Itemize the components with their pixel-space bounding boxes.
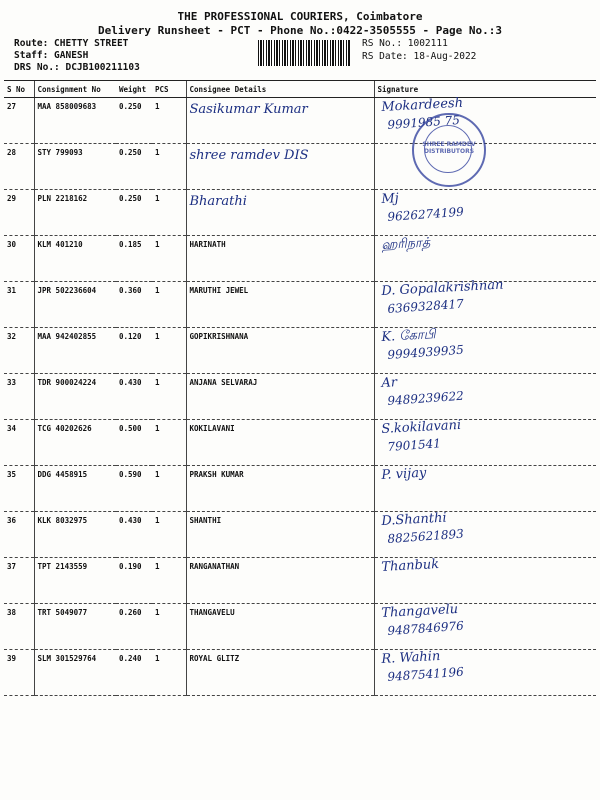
row-pcs: 1 — [152, 236, 186, 282]
row-sno: 30 — [4, 236, 34, 282]
row-consignee: ANJANA SELVARAJ — [186, 374, 374, 420]
row-consignment: JPR 502236604 — [34, 282, 116, 328]
row-sno: 33 — [4, 374, 34, 420]
signature-phone: 9994939935 — [386, 342, 464, 362]
row-consignment: MAA 942402855 — [34, 328, 116, 374]
table-row — [4, 466, 596, 512]
signature-phone: 7901541 — [386, 436, 441, 454]
row-sno: 31 — [4, 282, 34, 328]
row-pcs: 1 — [152, 604, 186, 650]
row-weight: 0.500 — [116, 420, 152, 466]
page-title: THE PROFESSIONAL COURIERS, Coimbatore — [177, 10, 423, 23]
row-pcs: 1 — [152, 650, 186, 696]
row-consignee: HARINATH — [186, 236, 374, 282]
signature-handwriting: D.Shanthi — [380, 510, 447, 529]
row-consignee: RANGANATHAN — [186, 558, 374, 604]
row-weight: 0.260 — [116, 604, 152, 650]
row-pcs: 1 — [152, 328, 186, 374]
row-sno: 32 — [4, 328, 34, 374]
row-consignee: Bharathi — [186, 190, 374, 236]
signature-handwriting: D. Gopalakrishnan — [380, 277, 504, 299]
row-consignment: TCG 40202626 — [34, 420, 116, 466]
row-consignee: THANGAVELU — [186, 604, 374, 650]
row-pcs: 1 — [152, 558, 186, 604]
row-consignee: KOKILAVANI — [186, 420, 374, 466]
row-sno: 27 — [4, 98, 34, 144]
row-signature-cell — [374, 558, 596, 604]
signature-handwriting: Mokardeesh — [380, 95, 463, 115]
distributor-stamp — [412, 113, 486, 187]
col-consignee: Consignee Details — [186, 81, 374, 98]
row-weight: 0.250 — [116, 98, 152, 144]
row-weight: 0.250 — [116, 144, 152, 190]
row-pcs: 1 — [152, 144, 186, 190]
signature-handwriting: Thanbuk — [380, 556, 439, 575]
table-row — [4, 558, 596, 604]
row-consignee: GOPIKRISHNANA — [186, 328, 374, 374]
row-signature-cell — [374, 650, 596, 696]
row-pcs: 1 — [152, 420, 186, 466]
row-weight: 0.250 — [116, 190, 152, 236]
row-pcs: 1 — [152, 190, 186, 236]
table-row — [4, 282, 596, 328]
row-consignee: SHANTHI — [186, 512, 374, 558]
row-consignee: PRAKSH KUMAR — [186, 466, 374, 512]
signature-handwriting: ஹரிநாத் — [380, 235, 431, 253]
row-signature-cell — [374, 417, 596, 466]
row-sno: 34 — [4, 420, 34, 466]
row-consignment: KLM 401210 — [34, 236, 116, 282]
staff-label: Staff: GANESH — [14, 50, 89, 61]
row-consignment: TDR 900024224 — [34, 374, 116, 420]
row-sno: 35 — [4, 466, 34, 512]
table-row — [4, 650, 596, 696]
col-pcs: PCS — [152, 81, 186, 98]
row-consignment: STY 799093 — [34, 144, 116, 190]
table-row — [4, 420, 596, 466]
col-consignment: Consignment No — [34, 81, 116, 98]
signature-handwriting: K. கோபி — [380, 327, 436, 345]
row-consignment: TPT 2143559 — [34, 558, 116, 604]
row-signature-cell — [374, 328, 596, 374]
row-signature-cell — [374, 601, 596, 650]
row-weight: 0.430 — [116, 374, 152, 420]
table-row — [4, 98, 596, 144]
table-row — [4, 328, 596, 374]
row-signature-cell — [374, 512, 596, 558]
table-row — [4, 374, 596, 420]
row-pcs: 1 — [152, 98, 186, 144]
row-pcs: 1 — [152, 512, 186, 558]
row-pcs: 1 — [152, 466, 186, 512]
row-consignment: TRT 5049077 — [34, 604, 116, 650]
row-signature-cell — [374, 277, 596, 328]
row-sno: 36 — [4, 512, 34, 558]
barcode — [258, 40, 350, 66]
signature-phone: 9487846976 — [386, 618, 464, 638]
signature-handwriting: P. vijay — [380, 465, 427, 483]
route-label: Route: CHETTY STREET — [14, 38, 129, 49]
table-row — [4, 512, 596, 558]
row-weight: 0.120 — [116, 328, 152, 374]
signature-handwriting: S.kokilavani — [380, 417, 462, 437]
row-signature-cell — [374, 374, 596, 420]
stamp-text: SHREE RAMDEV DISTRIBUTORS — [422, 141, 476, 155]
row-sno: 38 — [4, 604, 34, 650]
row-consignment: KLK 8032975 — [34, 512, 116, 558]
row-sno: 29 — [4, 190, 34, 236]
signature-phone: 6369328417 — [386, 296, 464, 316]
table-row — [4, 604, 596, 650]
signature-handwriting: Thangavelu — [380, 601, 458, 621]
signature-phone: 8825621893 — [386, 526, 464, 546]
col-sno: S No — [4, 81, 34, 98]
rs-number: RS No.: 1002111 — [362, 38, 448, 49]
signature-handwriting: Mj — [380, 191, 399, 207]
signature-handwriting: R. Wahin — [380, 648, 441, 667]
signature-phone: 9487541196 — [386, 664, 464, 684]
signature-handwriting: Ar — [380, 375, 397, 391]
row-consignee: Sasikumar Kumar — [186, 98, 374, 144]
row-weight: 0.590 — [116, 466, 152, 512]
row-pcs: 1 — [152, 282, 186, 328]
row-sno: 37 — [4, 558, 34, 604]
row-pcs: 1 — [152, 374, 186, 420]
row-weight: 0.240 — [116, 650, 152, 696]
row-consignment: PLN 2218162 — [34, 190, 116, 236]
row-signature-cell — [374, 236, 596, 282]
row-signature-cell — [374, 95, 596, 144]
row-weight: 0.190 — [116, 558, 152, 604]
row-consignee: MARUTHI JEWEL — [186, 282, 374, 328]
row-weight: 0.185 — [116, 236, 152, 282]
row-consignee: shree ramdev DIS — [186, 144, 374, 190]
row-sno: 28 — [4, 144, 34, 190]
row-signature-cell — [374, 466, 596, 512]
row-consignment: DDG 4458915 — [34, 466, 116, 512]
table-row — [4, 144, 596, 190]
page-subtitle: Delivery Runsheet - PCT - Phone No.:0422-3505555 - Page No.:3 — [98, 24, 502, 37]
row-weight: 0.430 — [116, 512, 152, 558]
row-consignment: MAA 858009683 — [34, 98, 116, 144]
runsheet-table — [4, 80, 596, 696]
signature-phone: 9991985 75 — [386, 112, 460, 132]
table-row — [4, 190, 596, 236]
row-consignee: ROYAL GLITZ — [186, 650, 374, 696]
table-header-row — [4, 81, 596, 98]
row-consignment: SLM 301529764 — [34, 650, 116, 696]
table-row — [4, 236, 596, 282]
row-sno: 39 — [4, 650, 34, 696]
row-signature-cell — [374, 190, 596, 236]
signature-phone: 9489239622 — [386, 388, 464, 408]
col-weight: Weight — [116, 81, 152, 98]
drs-number: DRS No.: DCJB100211103 — [14, 62, 140, 73]
rs-date: RS Date: 18-Aug-2022 — [362, 51, 477, 62]
signature-phone: 9626274199 — [386, 204, 464, 224]
col-signature: Signature — [374, 81, 596, 98]
row-weight: 0.360 — [116, 282, 152, 328]
